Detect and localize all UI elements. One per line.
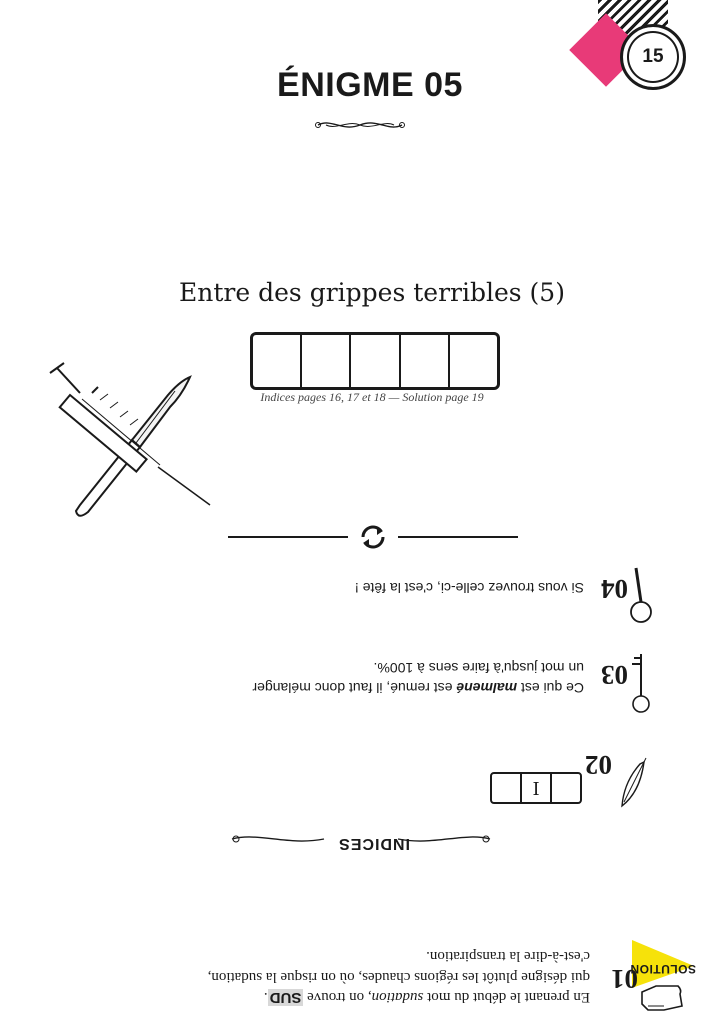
answer-cell[interactable] bbox=[401, 335, 450, 387]
answer-cell[interactable] bbox=[302, 335, 351, 387]
ornament-icon bbox=[312, 116, 408, 134]
magnifier-icon bbox=[626, 564, 656, 624]
clue-02-grid bbox=[490, 772, 582, 804]
mini-grid-cell bbox=[550, 774, 580, 802]
divider bbox=[228, 536, 348, 538]
divider bbox=[398, 536, 518, 538]
mini-grid-cell: I bbox=[520, 774, 550, 802]
clue-02-number: 02 bbox=[585, 750, 612, 780]
indices-heading: INDICES bbox=[338, 835, 410, 852]
solution-line-2: qui désigne plutôt les régions chaudes, où on risque la sudation, bbox=[207, 969, 590, 985]
clue-03-line-2: un mot jusqu'à faire sens à 100%. bbox=[373, 660, 584, 676]
riddle-text: Entre des grippes terribles (5) bbox=[179, 278, 565, 307]
answer-grid[interactable] bbox=[250, 332, 500, 390]
page-title: ÉNIGME 05 bbox=[277, 66, 463, 104]
feather-icon bbox=[614, 756, 650, 812]
solution-line-1: En prenant le début du mot sudation, on trouve SUD. bbox=[263, 989, 590, 1006]
clue-03-number: 03 bbox=[601, 660, 628, 690]
rotate-icon bbox=[355, 519, 391, 555]
clues-section bbox=[0, 560, 722, 1024]
answer-cell[interactable] bbox=[253, 335, 302, 387]
highlight-word: SUD bbox=[269, 989, 302, 1006]
key-icon bbox=[626, 648, 656, 714]
clue-03-line-1: Ce qui est malmené est remué, il faut donc mélanger bbox=[252, 680, 584, 696]
answer-cell[interactable] bbox=[450, 335, 497, 387]
page-number: 15 bbox=[642, 46, 664, 67]
answer-cell[interactable] bbox=[351, 335, 400, 387]
solution-number: 01 bbox=[611, 964, 638, 994]
indices-reference: Indices pages 16, 17 et 18 — Solution page 19 bbox=[260, 390, 484, 404]
syringe-icon bbox=[40, 355, 220, 525]
clue-04-number: 04 bbox=[601, 574, 628, 604]
mini-grid-cell bbox=[492, 774, 520, 802]
solution-line-3: c'est-à-dire la transpiration. bbox=[426, 948, 590, 964]
ornament-icon bbox=[228, 830, 328, 848]
solution-label: SOLUTION bbox=[630, 962, 696, 976]
clue-04-text: Si vous trouvez celle-ci, c'est la fête ! bbox=[354, 580, 584, 596]
